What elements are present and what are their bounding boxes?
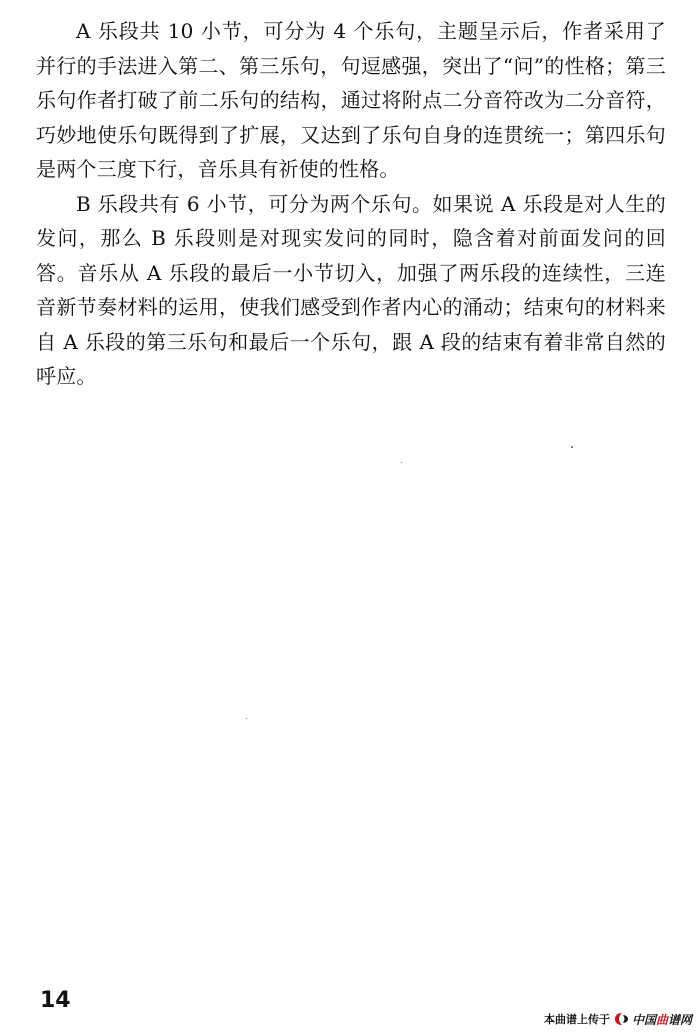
- site-name: [632, 1011, 692, 1028]
- zhongguo-qudao-logo-icon: [614, 1012, 630, 1026]
- document-body: [36, 14, 666, 394]
- scan-speck: [401, 462, 402, 463]
- scan-speck: [246, 718, 247, 719]
- page-number: 14: [40, 988, 71, 1013]
- paragraph-b-section: B 乐段共有 6 小节，可分为两个乐句。如果说 A 乐段是对人生的发问，那么 B 乐段则是对现实发问的同时，隐含着对前面发问的回答。音乐从 A 乐段的最后一小节切入，加强了两乐段的连续性，三连音新节奏材料的运用，使我们感受到作者内心的涌动；结束句的材料来自 A 乐段的第三乐句和最后一个乐句，跟 A 段的结束有着非常自然的呼应。: [36, 191, 666, 388]
- watermark-label: 本曲谱上传于: [543, 1013, 610, 1026]
- site-name-part1: 中国: [631, 1012, 656, 1027]
- source-watermark: [544, 1010, 692, 1028]
- site-logo: [614, 1011, 692, 1028]
- site-name-part2: 曲: [655, 1012, 668, 1027]
- scan-speck: [571, 446, 573, 448]
- paragraph-a-section: A 乐段共 10 小节，可分为 4 个乐句，主题呈示后，作者采用了并行的手法进入第二、第三乐句，句逗感强，突出了“问”的性格；第三乐句作者打破了前二乐句的结构，通过将附点二分音符改为二分音符，巧妙地使乐句既得到了扩展，又达到了乐句自身的连贯统一；第四乐句是两个三度下行，音乐具有祈使的性格。: [36, 19, 666, 181]
- site-name-part3: 谱网: [667, 1012, 692, 1027]
